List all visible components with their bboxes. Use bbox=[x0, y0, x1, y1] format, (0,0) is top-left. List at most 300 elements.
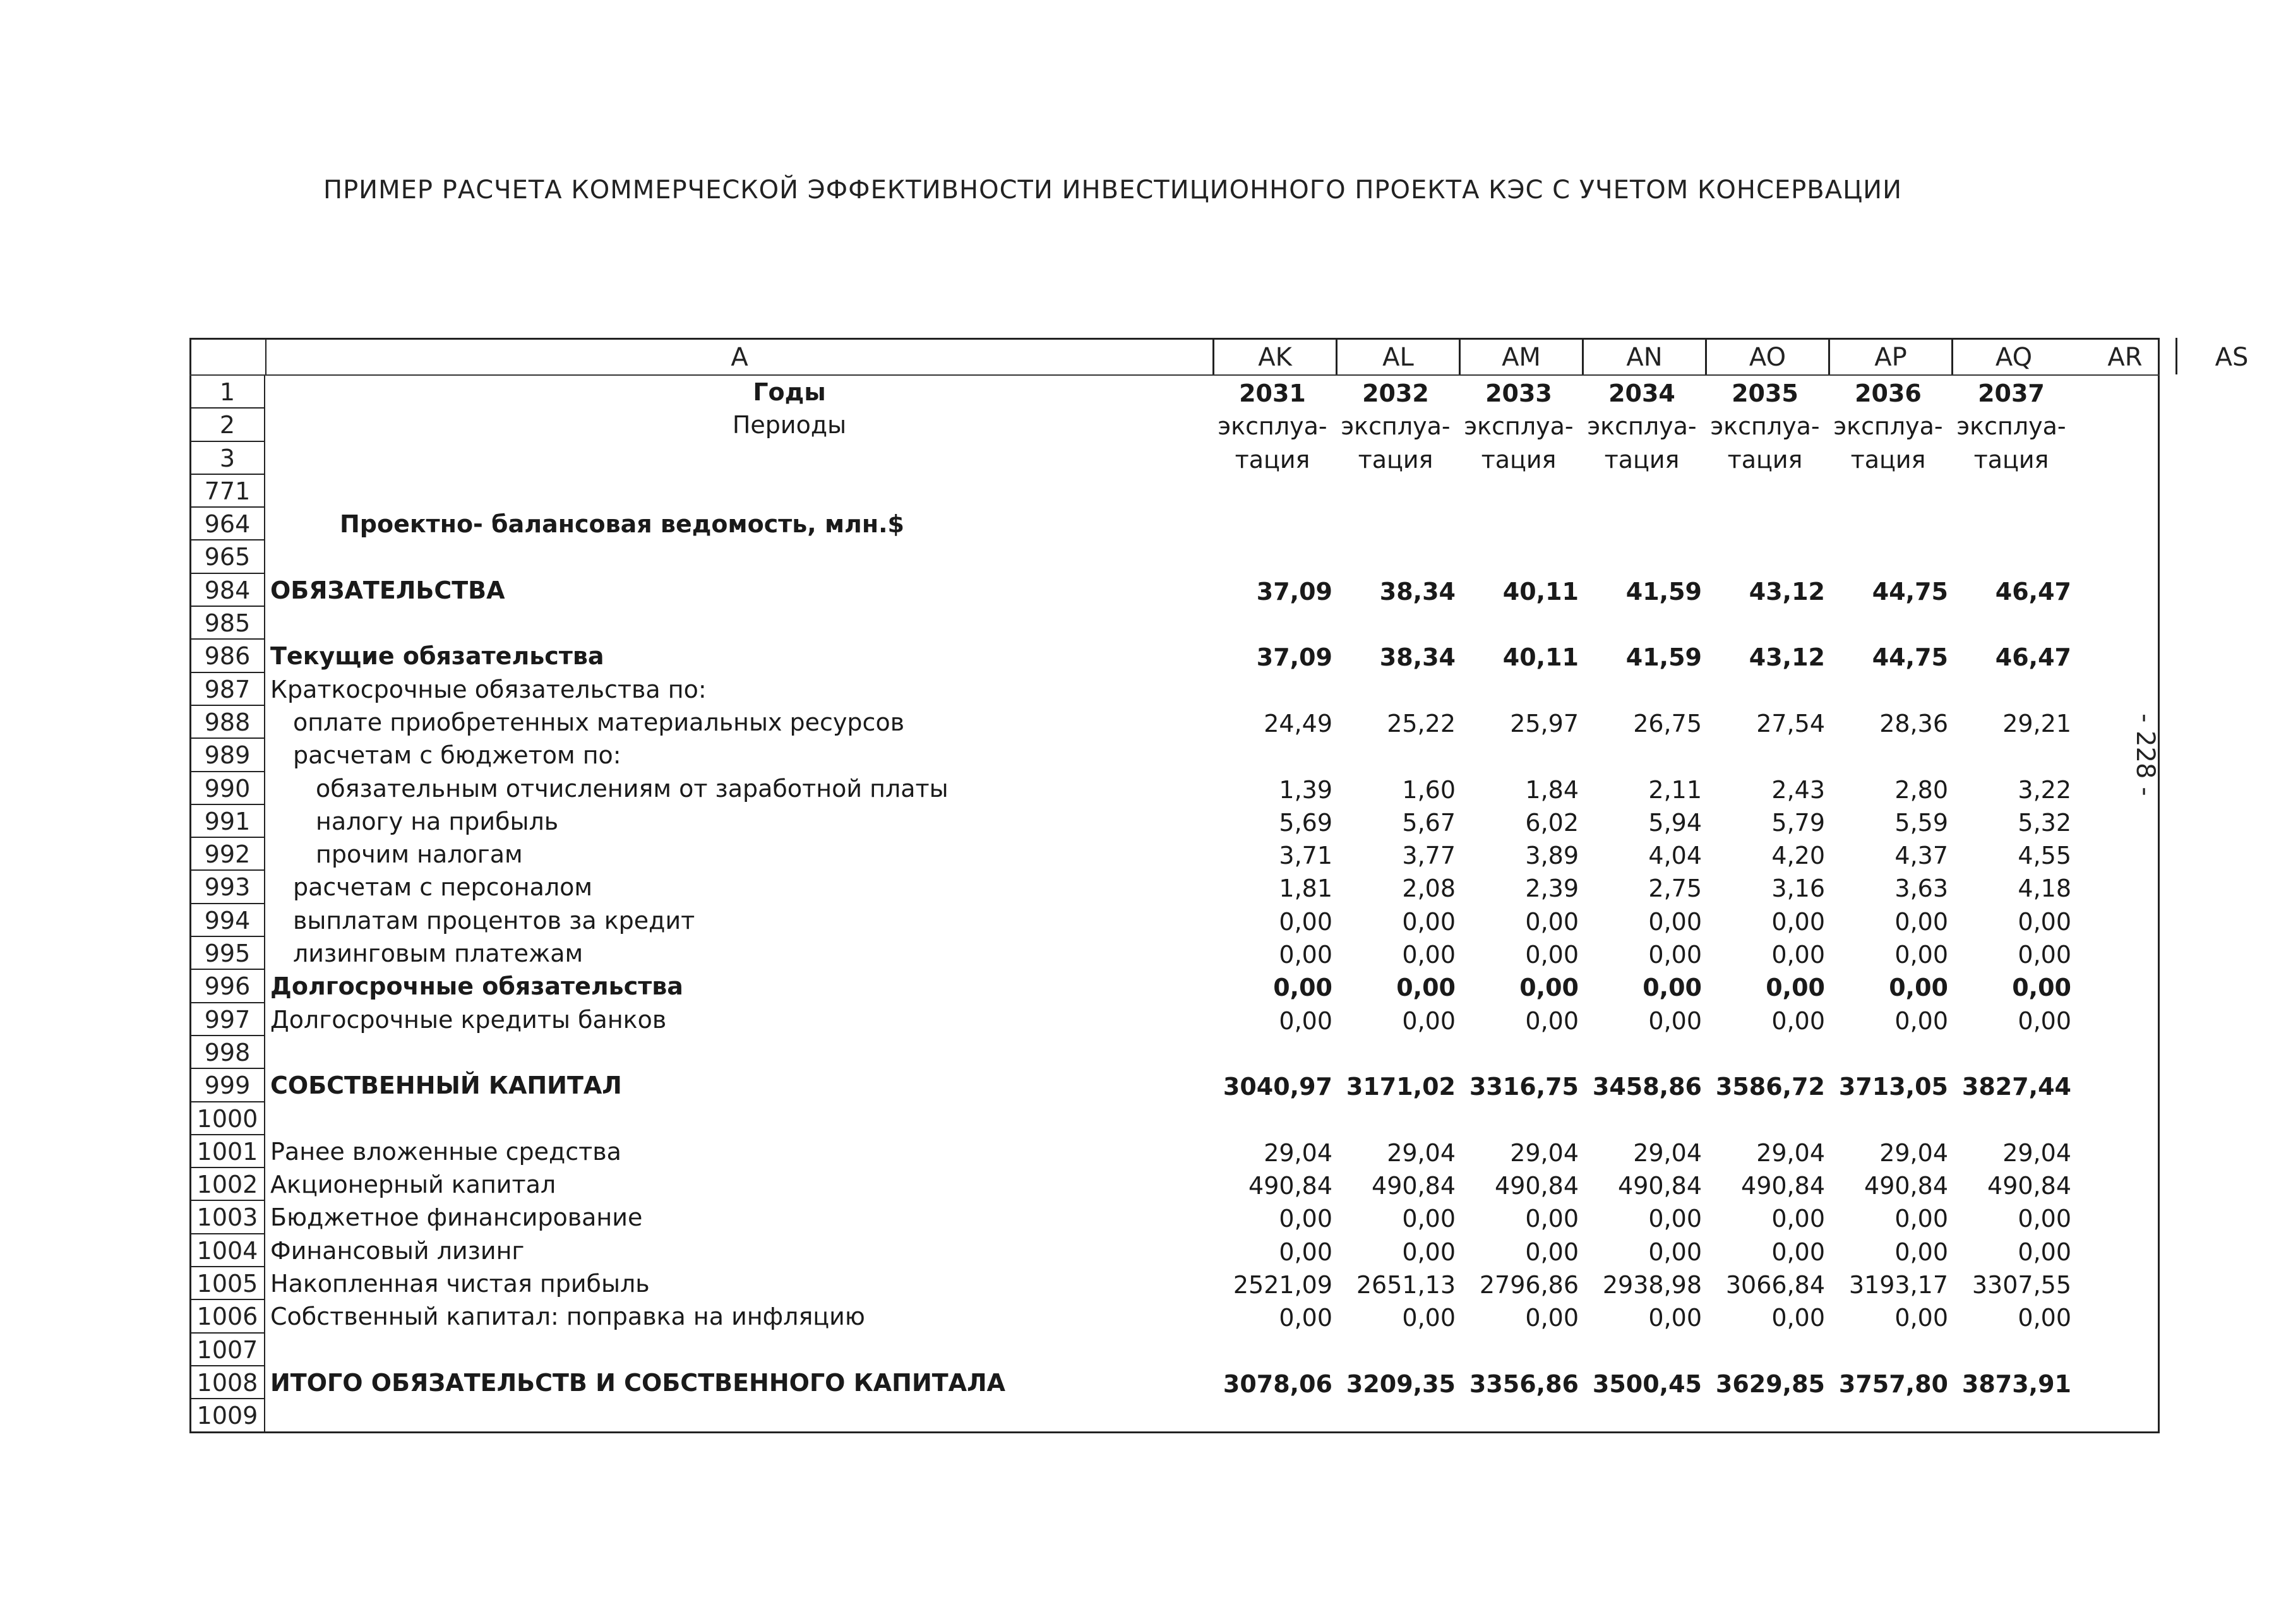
cell-value[interactable] bbox=[1705, 607, 1825, 640]
cell-value[interactable]: 3,16 bbox=[1771, 875, 1825, 903]
cell-value[interactable]: 490,84 bbox=[1864, 1172, 1948, 1200]
cell-value[interactable]: 2,39 bbox=[1525, 875, 1579, 903]
cell-value[interactable]: 0,00 bbox=[1894, 941, 1948, 969]
cell-value[interactable]: 27,54 bbox=[1756, 709, 1825, 737]
cell-value[interactable]: 41,59 bbox=[1625, 577, 1702, 606]
cell-value[interactable] bbox=[1212, 607, 1332, 640]
cell-value[interactable] bbox=[1459, 673, 1579, 706]
row-number[interactable]: 998 bbox=[189, 1036, 265, 1069]
cell-value[interactable]: 490,84 bbox=[1248, 1172, 1332, 1200]
row-label[interactable]: Долгосрочные обязательства bbox=[270, 972, 683, 1001]
row-number[interactable]: 1005 bbox=[189, 1267, 265, 1300]
cell-value[interactable] bbox=[1212, 508, 1332, 540]
cell-value[interactable]: 0,00 bbox=[1402, 1304, 1456, 1332]
cell-value[interactable]: 4,20 bbox=[1771, 842, 1825, 870]
cell-value[interactable]: 0,00 bbox=[1519, 974, 1579, 1002]
cell-value[interactable]: 0,00 bbox=[1273, 974, 1332, 1002]
row-label[interactable]: Акционерный капитал bbox=[270, 1171, 556, 1199]
row-label[interactable]: СОБСТВЕННЫЙ КАПИТАЛ bbox=[270, 1072, 622, 1100]
row-label[interactable]: расчетам с персоналом bbox=[293, 873, 593, 902]
cell-value[interactable]: 29,21 bbox=[2002, 709, 2071, 737]
cell-value[interactable]: 25,22 bbox=[1387, 709, 1456, 737]
row-label[interactable]: Проектно- балансовая ведомость, млн.$ bbox=[340, 510, 904, 539]
cell-value[interactable]: эксплуа- bbox=[1956, 412, 2066, 441]
table-row bbox=[189, 1135, 2160, 1168]
cell-value[interactable]: 4,18 bbox=[2018, 875, 2071, 903]
cell-value[interactable]: 3458,86 bbox=[1592, 1073, 1702, 1101]
cell-value[interactable] bbox=[1336, 739, 1456, 772]
cell-value[interactable]: 5,69 bbox=[1279, 808, 1332, 837]
cell-value[interactable]: 44,75 bbox=[1872, 577, 1948, 606]
cell-value[interactable] bbox=[1582, 1334, 1702, 1366]
cell-value[interactable] bbox=[1582, 540, 1702, 573]
row-label[interactable]: Годы bbox=[753, 378, 826, 406]
row-number[interactable]: 1008 bbox=[189, 1366, 265, 1399]
cell-value[interactable] bbox=[1336, 607, 1456, 640]
cell-value[interactable]: 2,43 bbox=[1771, 775, 1825, 804]
cell-value[interactable] bbox=[1336, 508, 1456, 540]
cell-value[interactable]: 3,71 bbox=[1279, 842, 1332, 870]
cell-value[interactable]: эксплуа- bbox=[1587, 412, 1697, 441]
row-number[interactable]: 995 bbox=[189, 937, 265, 970]
cell-value[interactable]: 0,00 bbox=[2012, 974, 2071, 1002]
cell-value[interactable] bbox=[1828, 1334, 1948, 1366]
cell-value[interactable]: 490,84 bbox=[1987, 1172, 2071, 1200]
cell-value[interactable]: 43,12 bbox=[1749, 643, 1825, 672]
cell-value[interactable]: 0,00 bbox=[1766, 974, 1825, 1002]
cell-value[interactable] bbox=[1582, 1036, 1702, 1069]
cell-value[interactable]: 3500,45 bbox=[1592, 1370, 1702, 1398]
cell-value[interactable]: 25,97 bbox=[1510, 709, 1579, 737]
cell-value[interactable] bbox=[1705, 1334, 1825, 1366]
cell-value[interactable]: 3171,02 bbox=[1346, 1073, 1456, 1101]
cell-value[interactable] bbox=[1582, 1399, 1702, 1432]
cell-value[interactable] bbox=[1582, 607, 1702, 640]
column-header-al[interactable]: AL bbox=[1336, 338, 1459, 374]
cell-value[interactable]: 4,37 bbox=[1894, 842, 1948, 870]
cell-value[interactable]: 3,89 bbox=[1525, 842, 1579, 870]
cell-value[interactable] bbox=[1459, 540, 1579, 573]
column-header-ap[interactable]: AP bbox=[1828, 338, 1951, 374]
cell-value[interactable]: 3873,91 bbox=[1961, 1370, 2071, 1398]
cell-value[interactable]: 40,11 bbox=[1502, 577, 1579, 606]
cell-value[interactable] bbox=[1828, 540, 1948, 573]
cell-value[interactable]: 3586,72 bbox=[1715, 1073, 1825, 1101]
cell-value[interactable]: 46,47 bbox=[1995, 643, 2071, 672]
cell-value[interactable]: 0,00 bbox=[2018, 1304, 2071, 1332]
cell-value[interactable]: 3827,44 bbox=[1961, 1073, 2071, 1101]
cell-value[interactable] bbox=[1951, 540, 2071, 573]
cell-value[interactable] bbox=[1951, 1399, 2071, 1432]
cell-value[interactable]: 0,00 bbox=[1525, 1304, 1579, 1332]
cell-value[interactable]: 3193,17 bbox=[1848, 1271, 1948, 1299]
cell-value[interactable] bbox=[1951, 1334, 2071, 1366]
cell-value[interactable] bbox=[1459, 739, 1579, 772]
row-number[interactable]: 997 bbox=[189, 1003, 265, 1036]
cell-value[interactable]: 46,47 bbox=[1995, 577, 2071, 606]
row-label[interactable]: налогу на прибыль bbox=[316, 807, 559, 835]
cell-value[interactable] bbox=[1336, 540, 1456, 573]
cell-value[interactable] bbox=[1705, 1036, 1825, 1069]
cell-value[interactable]: 0,00 bbox=[1889, 974, 1948, 1002]
cell-value[interactable]: 37,09 bbox=[1256, 643, 1332, 672]
cell-value[interactable]: 1,84 bbox=[1525, 775, 1579, 804]
cell-value[interactable]: 28,36 bbox=[1879, 709, 1948, 737]
cell-value[interactable]: 0,00 bbox=[2018, 941, 2071, 969]
row-number[interactable]: 965 bbox=[189, 540, 265, 573]
row-label[interactable]: Собственный капитал: поправка на инфляцию bbox=[270, 1303, 865, 1331]
cell-value[interactable]: 29,04 bbox=[1387, 1138, 1456, 1167]
cell-value[interactable]: тация bbox=[1481, 445, 1557, 474]
cell-value[interactable]: 38,34 bbox=[1379, 577, 1456, 606]
row-label[interactable]: Текущие обязательства bbox=[270, 642, 604, 671]
row-number[interactable]: 1003 bbox=[189, 1201, 265, 1234]
column-header-as[interactable]: AS bbox=[2175, 338, 2286, 374]
cell-value[interactable]: 0,00 bbox=[1771, 1304, 1825, 1332]
cell-value[interactable]: 0,00 bbox=[1648, 1205, 1702, 1233]
cell-value[interactable]: 0,00 bbox=[1402, 907, 1456, 936]
cell-value[interactable] bbox=[1336, 1102, 1456, 1135]
page-number: - 228 - bbox=[2131, 713, 2160, 796]
cell-value[interactable] bbox=[1459, 1102, 1579, 1135]
table-row bbox=[189, 904, 2160, 937]
cell-value[interactable] bbox=[1212, 1334, 1332, 1366]
cell-value[interactable]: 0,00 bbox=[1279, 941, 1332, 969]
row-number[interactable]: 1009 bbox=[189, 1399, 265, 1432]
cell-value[interactable]: 2033 bbox=[1485, 379, 1552, 407]
table-row bbox=[189, 772, 2160, 805]
row-number[interactable]: 1002 bbox=[189, 1168, 265, 1201]
cell-value[interactable] bbox=[1705, 739, 1825, 772]
cell-value[interactable] bbox=[1828, 1036, 1948, 1069]
cell-value[interactable] bbox=[1951, 739, 2071, 772]
row-number[interactable]: 985 bbox=[189, 607, 265, 640]
cell-value[interactable]: 0,00 bbox=[1771, 1238, 1825, 1266]
cell-value[interactable] bbox=[1705, 540, 1825, 573]
cell-value[interactable]: 2,80 bbox=[1894, 775, 1948, 804]
cell-value[interactable]: 0,00 bbox=[1396, 974, 1456, 1002]
cell-value[interactable]: тация bbox=[1235, 445, 1310, 474]
cell-value[interactable]: 3,22 bbox=[2018, 775, 2071, 804]
cell-value[interactable]: 0,00 bbox=[1525, 907, 1579, 936]
row-label[interactable]: Периоды bbox=[732, 411, 847, 439]
cell-value[interactable]: 26,75 bbox=[1633, 709, 1702, 737]
row-number[interactable]: 1001 bbox=[189, 1135, 265, 1168]
cell-value[interactable]: 3356,86 bbox=[1469, 1370, 1579, 1398]
cell-value[interactable]: 4,04 bbox=[1648, 842, 1702, 870]
row-label[interactable]: оплате приобретенных материальных ресурсов bbox=[293, 708, 905, 736]
cell-value[interactable]: 3,63 bbox=[1894, 875, 1948, 903]
cell-value[interactable] bbox=[1951, 673, 2071, 706]
row-number[interactable]: 1000 bbox=[189, 1102, 265, 1135]
table-row bbox=[189, 409, 2160, 441]
cell-value[interactable]: 37,09 bbox=[1256, 577, 1332, 606]
cell-value[interactable] bbox=[1828, 607, 1948, 640]
cell-value[interactable]: 2035 bbox=[1732, 379, 1798, 407]
row-label[interactable]: Накопленная чистая прибыль bbox=[270, 1270, 650, 1298]
cell-value[interactable]: 0,00 bbox=[1402, 1205, 1456, 1233]
cell-value[interactable]: 40,11 bbox=[1502, 643, 1579, 672]
row-label[interactable]: расчетам с бюджетом по: bbox=[293, 741, 621, 770]
cell-value[interactable]: 0,00 bbox=[1894, 1238, 1948, 1266]
cell-value[interactable]: тация bbox=[1850, 445, 1926, 474]
cell-value[interactable]: 490,84 bbox=[1495, 1172, 1579, 1200]
table-row bbox=[189, 1036, 2160, 1069]
cell-value[interactable] bbox=[1212, 739, 1332, 772]
cell-value[interactable] bbox=[1212, 475, 1332, 508]
table-row bbox=[189, 838, 2160, 871]
cell-value[interactable]: 2037 bbox=[1978, 379, 2045, 407]
cell-value[interactable] bbox=[1336, 1036, 1456, 1069]
cell-value[interactable]: тация bbox=[1727, 445, 1803, 474]
cell-value[interactable]: 3066,84 bbox=[1725, 1271, 1825, 1299]
cell-value[interactable]: 5,94 bbox=[1648, 808, 1702, 837]
cell-value[interactable]: 0,00 bbox=[1525, 941, 1579, 969]
cell-value[interactable] bbox=[1951, 508, 2071, 540]
cell-value[interactable]: 3629,85 bbox=[1715, 1370, 1825, 1398]
cell-value[interactable] bbox=[1705, 1399, 1825, 1432]
cell-value[interactable]: 2938,98 bbox=[1602, 1271, 1702, 1299]
cell-value[interactable]: 0,00 bbox=[1648, 907, 1702, 936]
row-label[interactable]: обязательным отчислениям от заработной платы bbox=[316, 774, 949, 803]
row-number[interactable]: 3 bbox=[189, 442, 265, 475]
cell-value[interactable]: 0,00 bbox=[1648, 1238, 1702, 1266]
cell-value[interactable] bbox=[1828, 1102, 1948, 1135]
cell-value[interactable]: 0,00 bbox=[1279, 907, 1332, 936]
row-number[interactable]: 984 bbox=[189, 574, 265, 607]
cell-value[interactable] bbox=[1951, 1036, 2071, 1069]
row-label[interactable]: Финансовый лизинг bbox=[270, 1236, 525, 1265]
cell-value[interactable]: 490,84 bbox=[1618, 1172, 1702, 1200]
row-label[interactable]: лизинговым платежам bbox=[293, 940, 583, 968]
cell-value[interactable]: 24,49 bbox=[1264, 709, 1332, 737]
cell-value[interactable]: 2651,13 bbox=[1356, 1271, 1456, 1299]
cell-value[interactable] bbox=[1705, 508, 1825, 540]
cell-value[interactable]: 6,02 bbox=[1525, 808, 1579, 837]
cell-value[interactable] bbox=[1951, 607, 2071, 640]
cell-value[interactable]: тация bbox=[1604, 445, 1680, 474]
cell-value[interactable] bbox=[1336, 1399, 1456, 1432]
row-number[interactable]: 1 bbox=[189, 376, 265, 409]
cell-value[interactable] bbox=[1828, 1399, 1948, 1432]
cell-value[interactable]: 2,11 bbox=[1648, 775, 1702, 804]
table-row bbox=[189, 640, 2160, 672]
row-number[interactable]: 989 bbox=[189, 739, 265, 772]
cell-value[interactable]: 3078,06 bbox=[1223, 1370, 1332, 1398]
cell-value[interactable] bbox=[1951, 475, 2071, 508]
cell-value[interactable] bbox=[1582, 673, 1702, 706]
cell-value[interactable]: 0,00 bbox=[2018, 1238, 2071, 1266]
row-number[interactable]: 988 bbox=[189, 706, 265, 739]
column-header-ak[interactable]: AK bbox=[1212, 338, 1336, 374]
cell-value[interactable]: 29,04 bbox=[1879, 1138, 1948, 1167]
cell-value[interactable]: 490,84 bbox=[1372, 1172, 1456, 1200]
cell-value[interactable]: 0,00 bbox=[1648, 1006, 1702, 1035]
cell-value[interactable] bbox=[1212, 673, 1332, 706]
row-label[interactable]: ОБЯЗАТЕЛЬСТВА bbox=[270, 576, 505, 604]
row-number[interactable]: 996 bbox=[189, 970, 265, 1003]
cell-value[interactable]: 3,77 bbox=[1402, 842, 1456, 870]
spreadsheet bbox=[189, 338, 2249, 1433]
cell-value[interactable]: 0,00 bbox=[1643, 974, 1702, 1002]
row-number[interactable]: 994 bbox=[189, 904, 265, 937]
cell-value[interactable]: 0,00 bbox=[1648, 1304, 1702, 1332]
cell-value[interactable]: 2036 bbox=[1855, 379, 1922, 407]
cell-value[interactable] bbox=[1459, 1334, 1579, 1366]
cell-value[interactable] bbox=[1459, 1399, 1579, 1432]
cell-value[interactable]: 3040,97 bbox=[1223, 1073, 1332, 1101]
cell-value[interactable]: 2034 bbox=[1608, 379, 1675, 407]
cell-value[interactable] bbox=[1828, 739, 1948, 772]
cell-value[interactable]: 0,00 bbox=[1894, 1006, 1948, 1035]
cell-value[interactable]: эксплуа- bbox=[1218, 412, 1327, 441]
row-label[interactable]: прочим налогам bbox=[316, 840, 523, 869]
cell-value[interactable]: 0,00 bbox=[1402, 1238, 1456, 1266]
cell-value[interactable] bbox=[1459, 508, 1579, 540]
cell-value[interactable]: тация bbox=[1973, 445, 2049, 474]
cell-value[interactable]: 2521,09 bbox=[1233, 1271, 1332, 1299]
cell-value[interactable] bbox=[1705, 1102, 1825, 1135]
cell-value[interactable]: 2796,86 bbox=[1479, 1271, 1579, 1299]
cell-value[interactable]: 3713,05 bbox=[1838, 1073, 1948, 1101]
row-label[interactable]: Ранее вложенные средства bbox=[270, 1137, 621, 1166]
cell-value[interactable]: 2032 bbox=[1362, 379, 1429, 407]
cell-value[interactable] bbox=[1951, 1102, 2071, 1135]
row-number[interactable]: 987 bbox=[189, 673, 265, 706]
row-number[interactable]: 999 bbox=[189, 1069, 265, 1102]
row-number[interactable]: 1004 bbox=[189, 1234, 265, 1267]
cell-value[interactable] bbox=[1459, 1036, 1579, 1069]
row-number[interactable]: 2 bbox=[189, 409, 265, 441]
row-number[interactable]: 993 bbox=[189, 871, 265, 904]
table-row bbox=[189, 508, 2160, 540]
cell-value[interactable]: эксплуа- bbox=[1833, 412, 1943, 441]
cell-value[interactable]: 3209,35 bbox=[1346, 1370, 1456, 1398]
cell-value[interactable]: 1,81 bbox=[1279, 875, 1332, 903]
cell-value[interactable]: 0,00 bbox=[1894, 907, 1948, 936]
cell-value[interactable] bbox=[1336, 1334, 1456, 1366]
cell-value[interactable]: эксплуа- bbox=[1464, 412, 1574, 441]
cell-value[interactable]: 0,00 bbox=[1894, 1205, 1948, 1233]
cell-value[interactable] bbox=[1582, 475, 1702, 508]
cell-value[interactable]: 29,04 bbox=[1633, 1138, 1702, 1167]
column-header-ar[interactable]: AR bbox=[2107, 343, 2143, 372]
cell-value[interactable]: 0,00 bbox=[2018, 1205, 2071, 1233]
cell-value[interactable]: 0,00 bbox=[1279, 1205, 1332, 1233]
column-header-aq[interactable]: AQ bbox=[1951, 338, 2074, 374]
cell-value[interactable]: 0,00 bbox=[1402, 1006, 1456, 1035]
cell-value[interactable]: 29,04 bbox=[1756, 1138, 1825, 1167]
cell-value[interactable]: 2,75 bbox=[1648, 875, 1702, 903]
cell-value[interactable]: 5,79 bbox=[1771, 808, 1825, 837]
cell-value[interactable]: 41,59 bbox=[1625, 643, 1702, 672]
row-label[interactable]: ИТОГО ОБЯЗАТЕЛЬСТВ И СОБСТВЕННОГО КАПИТАЛА bbox=[270, 1368, 1006, 1397]
cell-value[interactable] bbox=[1828, 475, 1948, 508]
cell-value[interactable]: 38,34 bbox=[1379, 643, 1456, 672]
cell-value[interactable]: 0,00 bbox=[1279, 1238, 1332, 1266]
cell-value[interactable] bbox=[1582, 739, 1702, 772]
row-label[interactable]: выплатам процентов за кредит bbox=[293, 906, 695, 934]
cell-value[interactable]: 2,08 bbox=[1402, 875, 1456, 903]
cell-value[interactable]: 3307,55 bbox=[1972, 1271, 2071, 1299]
cell-value[interactable]: 0,00 bbox=[2018, 1006, 2071, 1035]
row-number[interactable]: 992 bbox=[189, 838, 265, 871]
row-number[interactable]: 1007 bbox=[189, 1334, 265, 1366]
cell-value[interactable]: 0,00 bbox=[1771, 907, 1825, 936]
cell-value[interactable]: 0,00 bbox=[1771, 1006, 1825, 1035]
cell-value[interactable] bbox=[1459, 475, 1579, 508]
cell-value[interactable]: 29,04 bbox=[1510, 1138, 1579, 1167]
cell-value[interactable]: 1,60 bbox=[1402, 775, 1456, 804]
row-label[interactable]: Краткосрочные обязательства по: bbox=[270, 675, 707, 703]
row-number[interactable]: 990 bbox=[189, 772, 265, 805]
cell-value[interactable] bbox=[1705, 673, 1825, 706]
cell-value[interactable] bbox=[1336, 673, 1456, 706]
cell-value[interactable] bbox=[1705, 475, 1825, 508]
cell-value[interactable]: 0,00 bbox=[1771, 941, 1825, 969]
cell-value[interactable]: эксплуа- bbox=[1710, 412, 1820, 441]
row-label[interactable]: Долгосрочные кредиты банков bbox=[270, 1005, 667, 1034]
cell-value[interactable] bbox=[1828, 508, 1948, 540]
cell-value[interactable]: 4,55 bbox=[2018, 842, 2071, 870]
cell-value[interactable]: 5,32 bbox=[2018, 808, 2071, 837]
cell-value[interactable]: 0,00 bbox=[1894, 1304, 1948, 1332]
cell-value[interactable]: 3316,75 bbox=[1469, 1073, 1579, 1101]
cell-value[interactable]: 0,00 bbox=[1525, 1006, 1579, 1035]
cell-value[interactable]: 0,00 bbox=[1525, 1205, 1579, 1233]
cell-value[interactable]: 5,59 bbox=[1894, 808, 1948, 837]
row-number[interactable]: 986 bbox=[189, 640, 265, 672]
cell-value[interactable]: 0,00 bbox=[1771, 1205, 1825, 1233]
cell-value[interactable]: 2031 bbox=[1239, 379, 1306, 407]
cell-value[interactable]: эксплуа- bbox=[1341, 412, 1451, 441]
row-number[interactable]: 771 bbox=[189, 475, 265, 508]
cell-value[interactable]: тация bbox=[1358, 445, 1433, 474]
cell-value[interactable]: 1,39 bbox=[1279, 775, 1332, 804]
row-label[interactable]: Бюджетное финансирование bbox=[270, 1203, 643, 1232]
cell-value[interactable] bbox=[1582, 508, 1702, 540]
cell-value[interactable]: 0,00 bbox=[1279, 1304, 1332, 1332]
row-number[interactable]: 1006 bbox=[189, 1300, 265, 1333]
cell-value[interactable] bbox=[1212, 1036, 1332, 1069]
cell-value[interactable] bbox=[1212, 540, 1332, 573]
cell-value[interactable]: 44,75 bbox=[1872, 643, 1948, 672]
cell-value[interactable] bbox=[1212, 1102, 1332, 1135]
cell-value[interactable] bbox=[1212, 1399, 1332, 1432]
cell-value[interactable] bbox=[1582, 1102, 1702, 1135]
cell-value[interactable]: 0,00 bbox=[1279, 1006, 1332, 1035]
cell-value[interactable]: 43,12 bbox=[1749, 577, 1825, 606]
column-header-an[interactable]: AN bbox=[1582, 338, 1705, 374]
cell-value[interactable]: 29,04 bbox=[2002, 1138, 2071, 1167]
cell-value[interactable]: 0,00 bbox=[1648, 941, 1702, 969]
row-number[interactable]: 964 bbox=[189, 508, 265, 540]
cell-value[interactable]: 490,84 bbox=[1741, 1172, 1825, 1200]
cell-value[interactable]: 29,04 bbox=[1264, 1138, 1332, 1167]
column-header-am[interactable]: AM bbox=[1459, 338, 1582, 374]
cell-value[interactable]: 0,00 bbox=[2018, 907, 2071, 936]
row-number[interactable]: 991 bbox=[189, 805, 265, 838]
column-header-ao[interactable]: AO bbox=[1705, 338, 1828, 374]
cell-value[interactable]: 3757,80 bbox=[1838, 1370, 1948, 1398]
cell-value[interactable] bbox=[1336, 475, 1456, 508]
cell-value[interactable]: 0,00 bbox=[1402, 941, 1456, 969]
cell-value[interactable] bbox=[1828, 673, 1948, 706]
cell-value[interactable]: 0,00 bbox=[1525, 1238, 1579, 1266]
column-header-a[interactable]: A bbox=[265, 338, 1212, 374]
cell-value[interactable]: 5,67 bbox=[1402, 808, 1456, 837]
cell-value[interactable] bbox=[1459, 607, 1579, 640]
